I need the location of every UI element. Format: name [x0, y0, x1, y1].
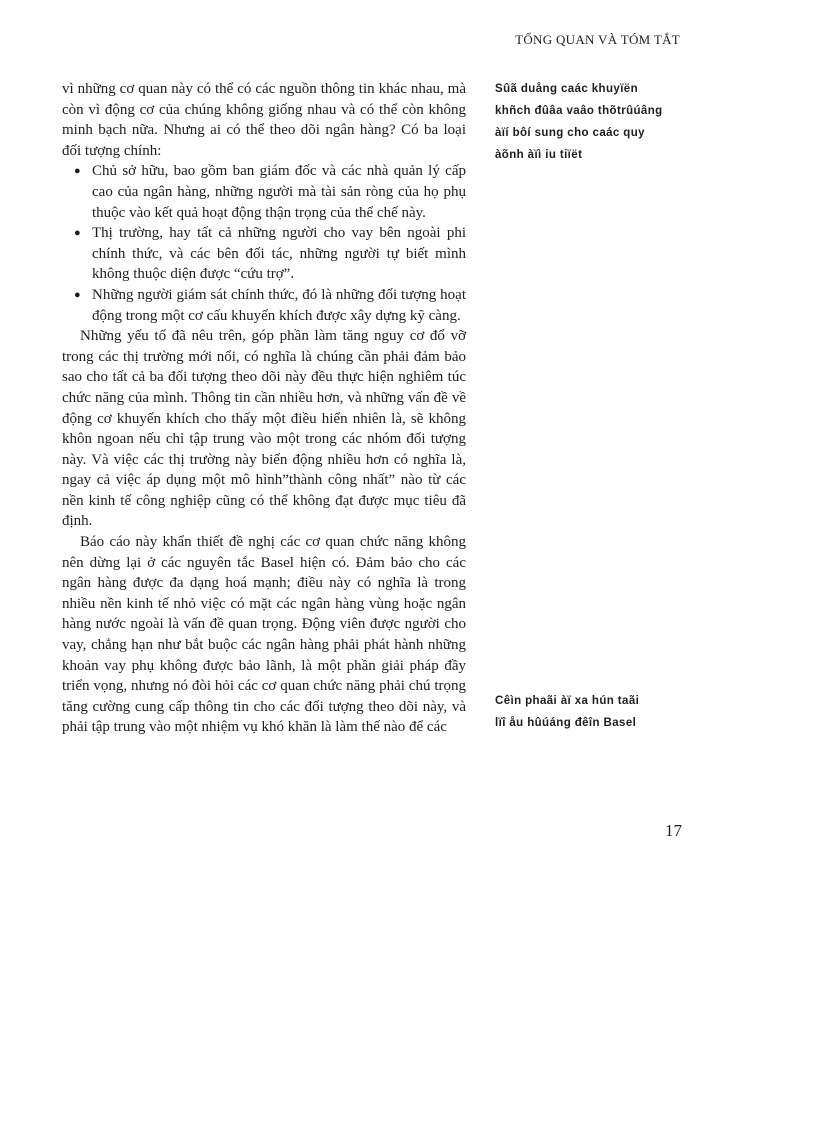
bullet-text: Những người giám sát chính thức, đó là những đối tượng hoạt động trong một cơ cấu khuyến khích được xây dựng kỹ càng.: [92, 286, 466, 324]
body-paragraph-3: Báo cáo này khẩn thiết đề nghị các cơ quan chức năng không nên dừng lại ở các nguyên tắc Basel hiện có. Đảm bảo cho các ngân hàng được đa dạng hoá mạnh; điều này có nghĩa là trong nhiều nền kinh tế nhỏ việc có mặt các ngân hàng vùng hoặc ngân hàng nước ngoài là vấn đề quan trọng. Động viên được người cho vay, chẳng hạn như bắt buộc các ngân hàng phải phát hành những khoản vay phụ không được bảo lãnh, là một phần giải pháp đầy triển vọng, nhưng nó đòi hỏi các cơ quan chức năng phải chú trọng tăng cường cung cấp thông tin cho các đối tượng theo dõi này, và phải tập trung vào một nhiệm vụ khó khăn là làm thế nào để các: [62, 534, 466, 736]
margin-note-line: Sûã duång caác khuyïën: [495, 83, 639, 95]
running-header-title: TỔNG QUAN VÀ TÓM TẮT: [515, 32, 680, 47]
margin-note-1: [495, 78, 710, 166]
body-paragraph-2: Những yếu tố đã nêu trên, góp phần làm tăng nguy cơ đổ vỡ trong các thị trường mới nổi, có nghĩa là chúng cần phải đảm bảo sao cho tất cả ba đối tượng theo dõi này đều thực hiện nghiêm túc chức năng của mình. Thông tin cần nhiều hơn, và những vấn đề về động cơ khuyến khích cho thấy một điều hiển nhiên là, sẽ không khôn ngoan nếu chỉ tập trung vào một trong các nhóm đối tượng này. Và việc các thị trường này biến động nhiều hơn có nghĩa là, ngay cả việc áp dụng một mô hình”thành công nhất” nào từ các nền kinh tế công nghiệp cũng có thể không đạt được mục tiêu đã định.: [62, 328, 466, 530]
margin-note-line: àïí bôí sung cho caác quy: [495, 127, 645, 139]
bullet-item-owners: [74, 161, 466, 223]
bullet-item-supervisors: [74, 285, 466, 326]
bullet-dot-icon: ●: [74, 288, 81, 301]
bullet-item-market: [74, 223, 466, 285]
bullet-dot-icon: ●: [74, 165, 81, 178]
bullet-dot-icon: ●: [74, 227, 81, 240]
margin-note-line: lïî åu hûúáng đêîn Basel: [495, 717, 637, 729]
margin-note-2: [495, 690, 710, 734]
bullet-list: [62, 161, 466, 326]
margin-note-line: khñch đûâa vaâo thõtrûúâng: [495, 105, 663, 117]
page-number: 17: [665, 821, 682, 840]
bullet-text: Chủ sở hữu, bao gồm ban giám đốc và các nhà quản lý cấp cao của ngân hàng, những người mà tài sản ròng của họ phụ thuộc vào kết quả hoạt động thận trọng của thể chế này.: [92, 163, 466, 221]
intro-paragraph: vì những cơ quan này có thể có các nguồn thông tin khác nhau, mà còn vì động cơ của chúng không giống nhau và có thể còn không minh bạch nữa. Nhưng ai có thể theo dõi ngân hàng? Có ba loại đối tượng chính:: [62, 81, 466, 159]
margin-note-line: àõnh àïì iu tiïët: [495, 149, 583, 161]
margin-note-line: Cêìn phaãi àï xa hún taãi: [495, 695, 640, 707]
bullet-text: Thị trường, hay tất cả những người cho vay bên ngoài phi chính thức, và các bên đối tác, những người tự biết mình không thuộc diện được “cứu trợ”.: [92, 225, 466, 283]
main-text-column: [62, 79, 466, 738]
